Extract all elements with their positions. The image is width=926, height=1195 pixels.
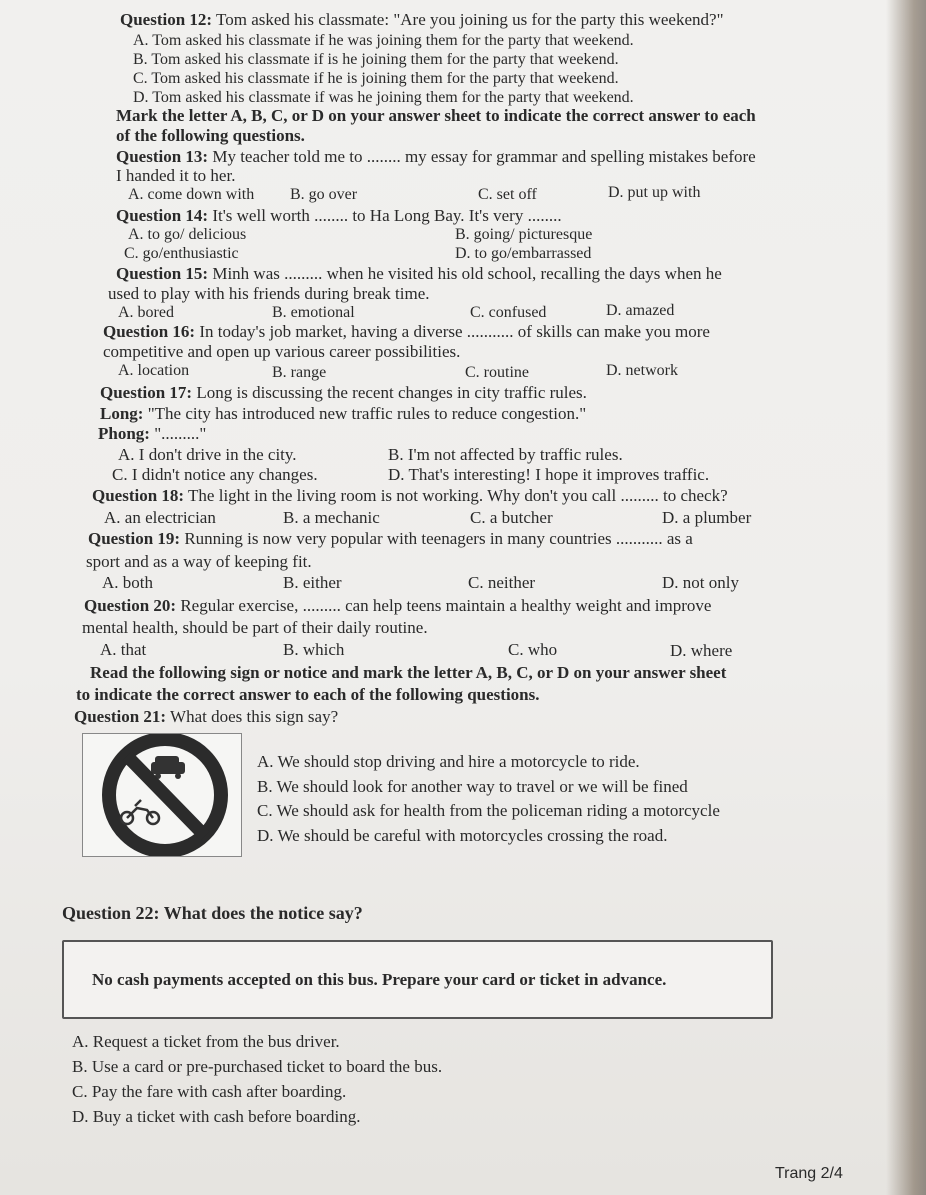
question-16-option-c[interactable]: C. routine xyxy=(465,364,529,381)
instruction-1-line-2: of the following questions. xyxy=(116,126,305,145)
no-car-no-motorcycle-sign-icon xyxy=(83,734,241,856)
question-15 xyxy=(116,264,722,284)
question-20-option-b[interactable]: B. which xyxy=(283,640,345,659)
question-16-title: Question 16: xyxy=(103,322,196,341)
instruction-2-line-2: to indicate the correct answer to each of the following questions. xyxy=(76,685,540,704)
question-20-text-2: mental health, should be part of their daily routine. xyxy=(82,618,428,637)
question-19-title: Question 19: xyxy=(88,529,181,548)
question-12-title: Question 12: xyxy=(120,10,213,29)
question-17-text: Long is discussing the recent changes in city traffic rules. xyxy=(196,383,587,402)
question-14-option-a[interactable]: A. to go/ delicious xyxy=(128,226,247,243)
question-16-text-2: competitive and open up various career possibilities. xyxy=(103,342,461,361)
question-17-title: Question 17: xyxy=(100,383,193,402)
notice-text: No cash payments accepted on this bus. Prepare your card or ticket in advance. xyxy=(92,970,667,989)
instruction-1-line-1: Mark the letter A, B, C, or D on your answer sheet to indicate the correct answer to each xyxy=(116,106,756,125)
question-21-option-a[interactable]: A. We should stop driving and hire a motorcycle to ride. xyxy=(257,752,640,771)
question-17-option-b[interactable]: B. I'm not affected by traffic rules. xyxy=(388,445,623,464)
question-17-option-d[interactable]: D. That's interesting! I hope it improves traffic. xyxy=(388,465,710,484)
question-13-text: My teacher told me to ........ my essay for grammar and spelling mistakes before xyxy=(212,147,756,166)
question-19-option-a[interactable]: A. both xyxy=(102,573,153,592)
phong-label: Phong: xyxy=(98,424,150,443)
question-21-option-d[interactable]: D. We should be careful with motorcycles crossing the road. xyxy=(257,826,668,845)
question-15-option-b[interactable]: B. emotional xyxy=(272,304,355,321)
question-19-option-d[interactable]: D. not only xyxy=(662,573,739,592)
question-20-option-a[interactable]: A. that xyxy=(100,640,147,659)
question-12-option-a[interactable]: A. Tom asked his classmate if he was joining them for the party that weekend. xyxy=(133,32,634,49)
question-12-text: Tom asked his classmate: "Are you joining us for the party this weekend?" xyxy=(216,10,724,29)
question-14-title: Question 14: xyxy=(116,206,209,225)
question-13-option-d[interactable]: D. put up with xyxy=(608,184,701,201)
question-13-title: Question 13: xyxy=(116,147,209,166)
question-12-option-b[interactable]: B. Tom asked his classmate if is he joining them for the party that weekend. xyxy=(133,51,619,68)
question-21 xyxy=(74,707,338,727)
question-22-title: Question 22: xyxy=(62,903,160,923)
question-19-text: Running is now very popular with teenagers in many countries ........... as a xyxy=(184,529,693,548)
question-18-option-c[interactable]: C. a butcher xyxy=(470,508,553,527)
question-17-option-c[interactable]: C. I didn't notice any changes. xyxy=(112,465,318,484)
question-21-title: Question 21: xyxy=(74,707,167,726)
question-20-option-c[interactable]: C. who xyxy=(508,640,558,659)
question-17 xyxy=(100,383,587,403)
photo-edge-shadow xyxy=(886,0,926,1195)
question-13-option-b[interactable]: B. go over xyxy=(290,186,358,203)
question-21-option-b[interactable]: B. We should look for another way to travel or we will be fined xyxy=(257,777,688,796)
question-19 xyxy=(88,529,693,549)
question-22-option-d[interactable]: D. Buy a ticket with cash before boarding. xyxy=(72,1107,361,1126)
question-13-text-2: I handed it to her. xyxy=(116,166,236,185)
question-14-option-c[interactable]: C. go/enthusiastic xyxy=(124,245,239,262)
question-17-phong xyxy=(98,424,206,444)
question-12-option-c[interactable]: C. Tom asked his classmate if he is joining them for the party that weekend. xyxy=(133,70,619,87)
question-18 xyxy=(92,486,728,506)
question-15-option-a[interactable]: A. bored xyxy=(118,304,174,321)
question-15-text-2: used to play with his friends during break time. xyxy=(108,284,430,303)
question-13 xyxy=(116,147,756,167)
question-20 xyxy=(84,596,711,616)
question-18-option-d[interactable]: D. a plumber xyxy=(662,508,752,527)
question-19-option-b[interactable]: B. either xyxy=(283,573,342,592)
question-15-option-c[interactable]: C. confused xyxy=(470,304,547,321)
question-21-option-c[interactable]: C. We should ask for health from the policeman riding a motorcycle xyxy=(257,801,720,820)
question-16-option-a[interactable]: A. location xyxy=(118,362,190,379)
question-22-option-a[interactable]: A. Request a ticket from the bus driver. xyxy=(72,1032,340,1051)
question-15-text: Minh was ......... when he visited his old school, recalling the days when he xyxy=(212,264,722,283)
question-14-option-b[interactable]: B. going/ picturesque xyxy=(455,226,593,243)
long-text: "The city has introduced new traffic rules to reduce congestion." xyxy=(147,404,587,423)
question-19-text-2: sport and as a way of keeping fit. xyxy=(86,552,312,571)
question-20-option-d[interactable]: D. where xyxy=(670,641,733,660)
question-13-option-c[interactable]: C. set off xyxy=(478,186,537,203)
question-18-option-b[interactable]: B. a mechanic xyxy=(283,508,380,527)
question-22-text: What does the notice say? xyxy=(163,903,363,923)
question-12-option-d[interactable]: D. Tom asked his classmate if was he joining them for the party that weekend. xyxy=(133,89,634,106)
question-22-option-c[interactable]: C. Pay the fare with cash after boarding. xyxy=(72,1082,347,1101)
question-22 xyxy=(62,903,363,923)
question-15-title: Question 15: xyxy=(116,264,209,283)
question-18-title: Question 18: xyxy=(92,486,185,505)
question-14-option-d[interactable]: D. to go/embarrassed xyxy=(455,245,592,262)
long-label: Long: xyxy=(100,404,144,423)
question-14-text: It's well worth ........ to Ha Long Bay. It's very ........ xyxy=(212,206,562,225)
sign-image xyxy=(82,733,242,857)
question-19-option-c[interactable]: C. neither xyxy=(468,573,536,592)
instruction-2-line-1: Read the following sign or notice and mark the letter A, B, C, or D on your answer sheet xyxy=(90,663,727,682)
question-20-title: Question 20: xyxy=(84,596,177,615)
question-12 xyxy=(120,10,724,30)
question-18-text: The light in the living room is not working. Why don't you call ......... to check? xyxy=(188,486,728,505)
phong-text: "........." xyxy=(154,424,207,443)
question-16-text: In today's job market, having a diverse ........... of skills can make you more xyxy=(199,322,710,341)
question-22-option-b[interactable]: B. Use a card or pre-purchased ticket to board the bus. xyxy=(72,1057,443,1076)
question-14 xyxy=(116,206,562,226)
question-16-option-b[interactable]: B. range xyxy=(272,364,327,381)
question-17-long xyxy=(100,404,586,424)
question-15-option-d[interactable]: D. amazed xyxy=(606,302,675,319)
question-17-option-a[interactable]: A. I don't drive in the city. xyxy=(118,445,297,464)
notice-box xyxy=(62,940,773,1019)
page-number: Trang 2/4 xyxy=(775,1165,843,1182)
question-18-option-a[interactable]: A. an electrician xyxy=(104,508,216,527)
question-21-text: What does this sign say? xyxy=(170,707,339,726)
question-16 xyxy=(103,322,710,342)
question-20-text: Regular exercise, ......... can help teens maintain a healthy weight and improve xyxy=(180,596,712,615)
question-13-option-a[interactable]: A. come down with xyxy=(128,186,255,203)
question-16-option-d[interactable]: D. network xyxy=(606,362,678,379)
